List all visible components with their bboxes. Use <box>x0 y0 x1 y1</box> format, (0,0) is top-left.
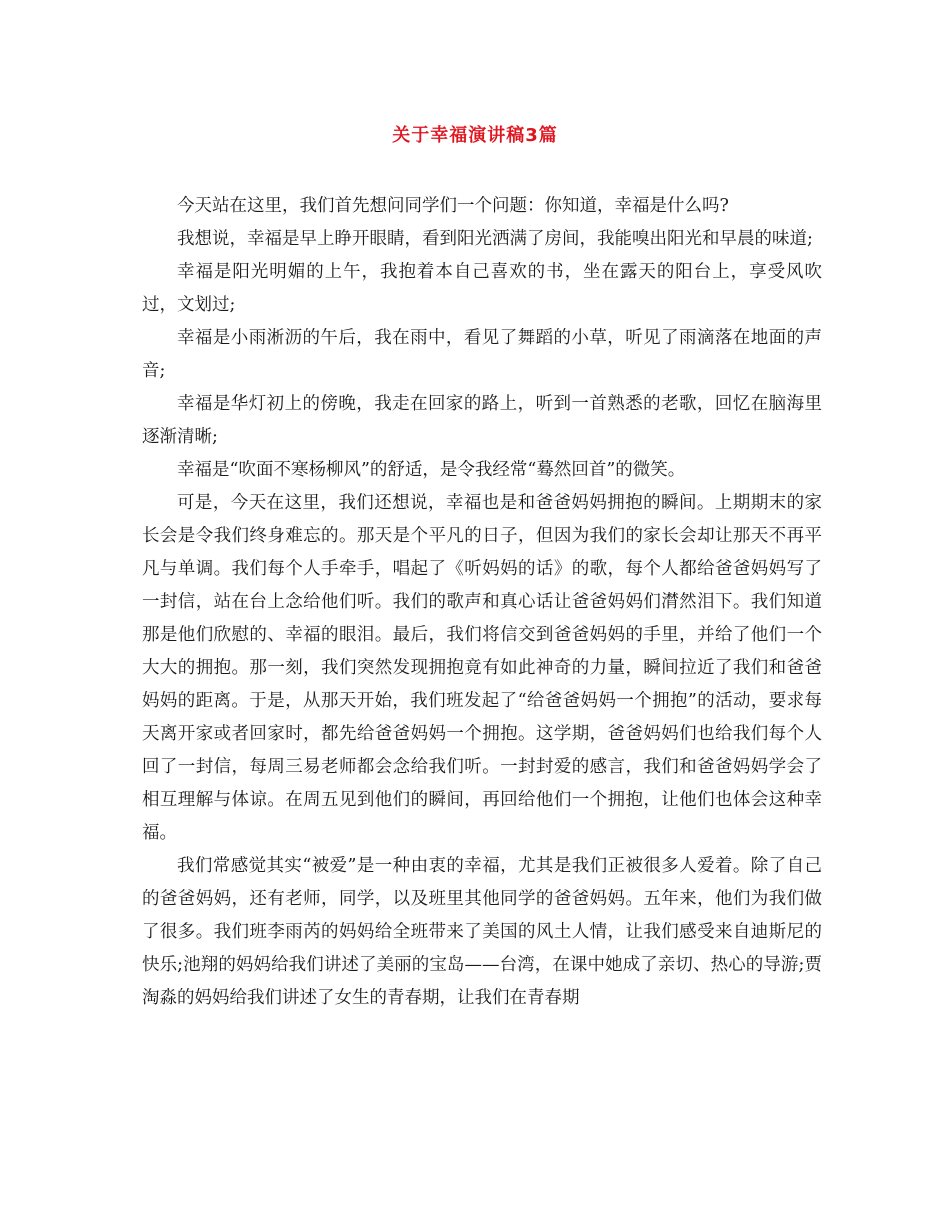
document-title: 关于幸福演讲稿3篇 <box>392 125 558 146</box>
paragraph: 幸福是阳光明媚的上午，我抱着本自己喜欢的书，坐在露天的阳台上，享受风吹过，文划过; <box>142 262 822 315</box>
paragraph: 今天站在这里，我们首先想问同学们一个问题：你知道，幸福是什么吗? <box>177 196 729 216</box>
paragraph: 我们常感觉其实“被爱”是一种由衷的幸福，尤其是我们正被很多人爱着。除了自己的爸爸妈妈，还有老师，同学，以及班里其他同学的爸爸妈妈。五年来，他们为我们做了很多。我们班李雨芮的妈妈给全班带来了美国的风土人情，让我们感受来自迪斯尼的快乐;池翔的妈妈给我们讲述了美丽的宝岛——台湾，在课中她成了亲切、热心的导游;贾淘淼的妈妈给我们讲述了女生的青春期，让我们在青春期 <box>142 856 822 1008</box>
paragraph: 可是，今天在这里，我们还想说，幸福也是和爸爸妈妈拥抱的瞬间。上期期末的家长会是令我们终身难忘的。那天是个平凡的日子，但因为我们的家长会却让那天不再平凡与单调。我们每个人手牵手，唱起了《听妈妈的话》的歌，每个人都给爸爸妈妈写了一封信，站在台上念给他们听。我们的歌声和真心话让爸爸妈妈们潸然泪下。我们知道那是他们欣慰的、幸福的眼泪。最后，我们将信交到爸爸妈妈的手里，并给了他们一个大大的拥抱。那一刻，我们突然发现拥抱竟有如此神奇的力量，瞬间拉近了我们和爸爸妈妈的距离。于是，从那天开始，我们班发起了“给爸爸妈妈一个拥抱”的活动，要求每天离开家或者回家时，都先给爸爸妈妈一个拥抱。这学期，爸爸妈妈们也给我们每个人回了一封信，每周三易老师都会念给我们听。一封封爱的感言，我们和爸爸妈妈学会了相互理解与体谅。在周五见到他们的瞬间，再回给他们一个拥抱，让他们也体会这种幸福。 <box>142 493 822 843</box>
paragraph: 幸福是小雨淅沥的午后，我在雨中，看见了舞蹈的小草，听见了雨滴落在地面的声音; <box>142 328 822 381</box>
paragraph: 幸福是“吹面不寒杨柳风”的舒适，是令我经常“蓦然回首”的微笑。 <box>177 460 686 480</box>
paragraph: 我想说，幸福是早上睁开眼睛，看到阳光洒满了房间，我能嗅出阳光和早晨的味道; <box>177 229 813 249</box>
paragraph: 幸福是华灯初上的傍晚，我走在回家的路上，听到一首熟悉的老歌，回忆在脑海里逐渐清晰; <box>142 394 822 447</box>
document-body <box>142 190 822 1015</box>
